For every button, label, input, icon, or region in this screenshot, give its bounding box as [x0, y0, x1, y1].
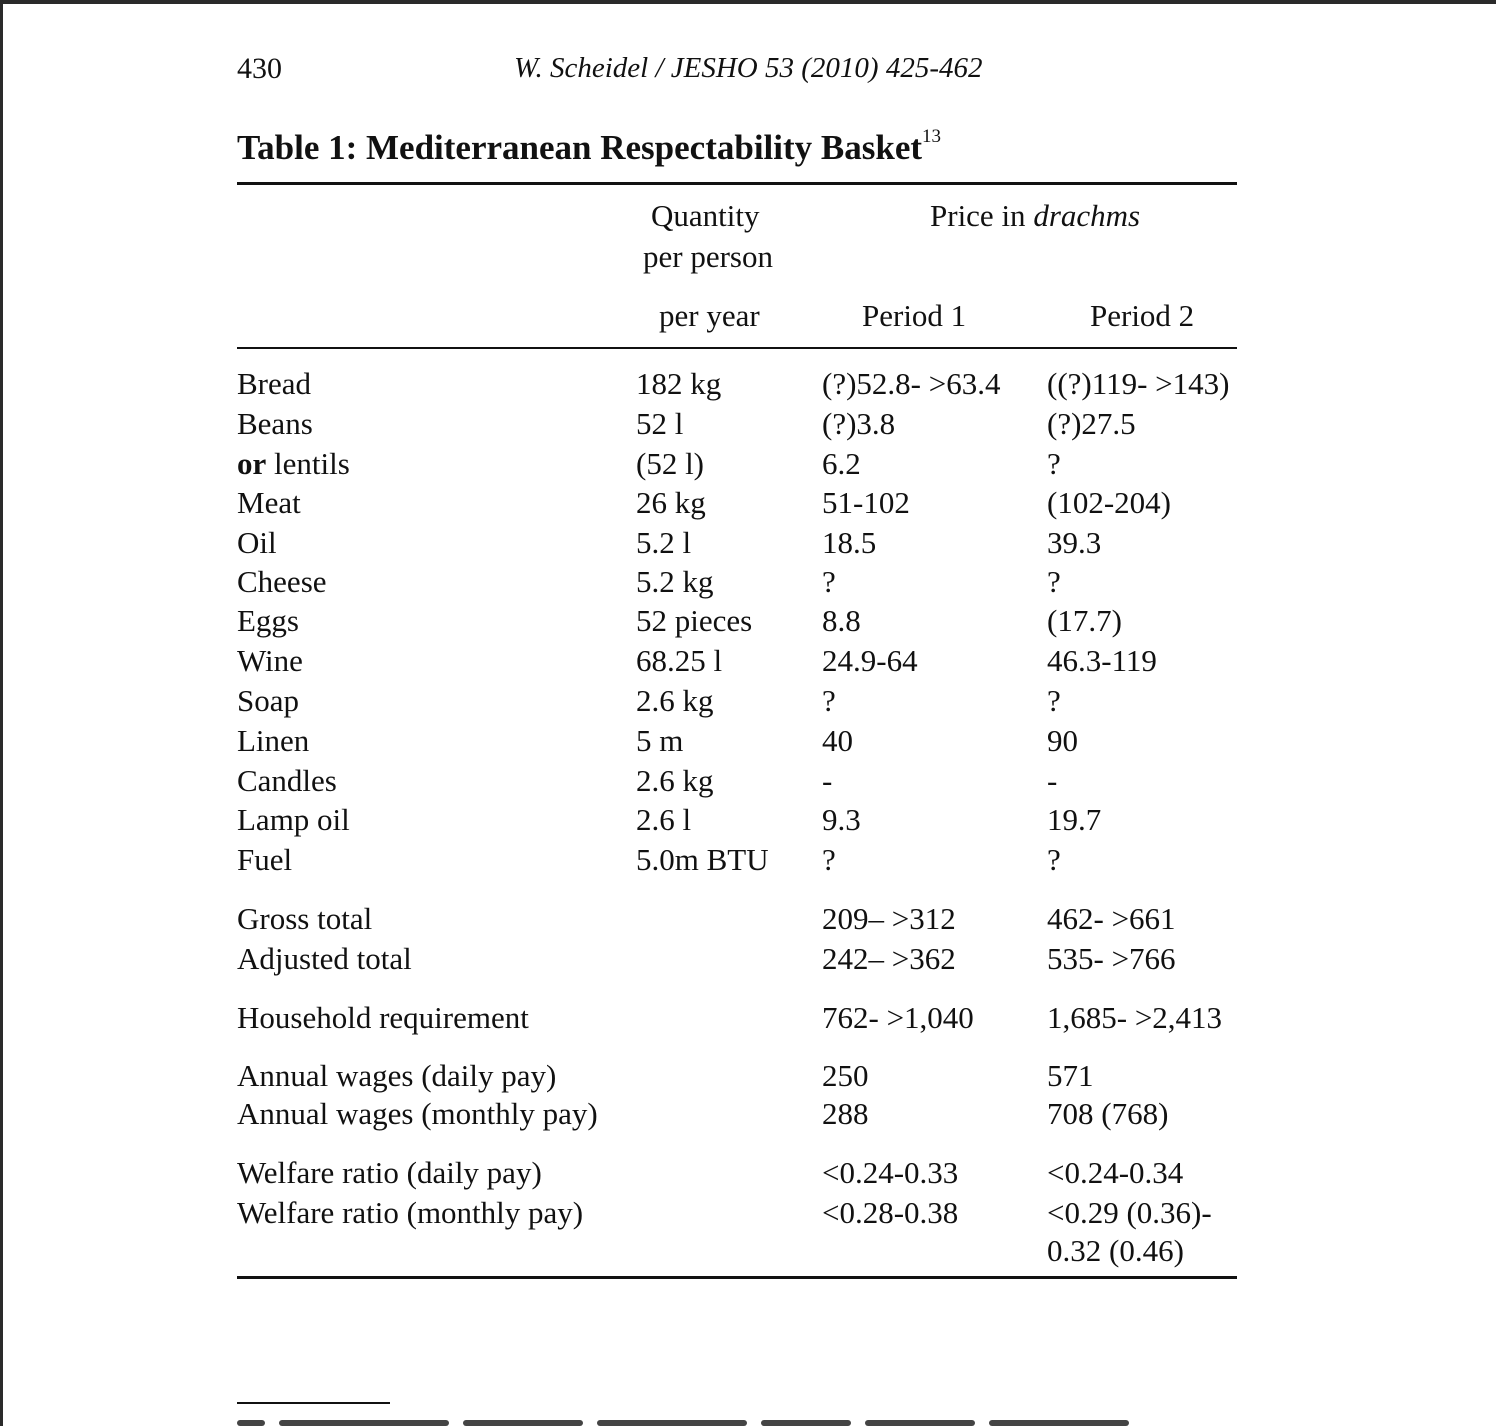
- row-item: Wine: [237, 643, 303, 678]
- row-period-2: (17.7): [1047, 603, 1122, 638]
- row-period-1: ?: [822, 683, 836, 718]
- total-period-2: 1,685- >2,413: [1047, 1000, 1223, 1035]
- header-price-unit: drachms: [1033, 198, 1141, 233]
- row-period-2: (?)27.5: [1047, 406, 1136, 441]
- row-quantity: 182 kg: [636, 366, 722, 401]
- row-quantity: (52 l): [636, 446, 705, 481]
- row-item: Oil: [237, 525, 277, 560]
- row-item: Lamp oil: [237, 802, 350, 837]
- table-top-rule: [237, 182, 1237, 185]
- header-quantity: Quantity: [651, 198, 760, 233]
- running-head: W. Scheidel / JESHO 53 (2010) 425-462: [514, 52, 983, 84]
- row-item: Linen: [237, 723, 310, 758]
- total-period-1: 250: [822, 1058, 869, 1093]
- row-quantity: 2.6 kg: [636, 683, 714, 718]
- row-quantity: 52 l: [636, 406, 684, 441]
- row-item-bold: or: [237, 446, 267, 481]
- row-period-2: ?: [1047, 446, 1061, 481]
- page-left-border: [0, 0, 3, 1426]
- total-period-2: 462- >661: [1047, 901, 1176, 936]
- footnote-marker: 13: [922, 126, 942, 148]
- row-item: Bread: [237, 366, 312, 401]
- header-per-year: per year: [659, 298, 760, 333]
- total-period-1: 242– >362: [822, 941, 956, 976]
- row-quantity: 52 pieces: [636, 603, 753, 638]
- row-period-1: 24.9-64: [822, 643, 918, 678]
- row-period-1: (?)52.8- >63.4: [822, 366, 1001, 401]
- row-quantity: 2.6 kg: [636, 763, 714, 798]
- total-period-1: 762- >1,040: [822, 1000, 974, 1035]
- row-period-2: (102-204): [1047, 485, 1171, 520]
- total-label: Adjusted total: [237, 941, 412, 976]
- row-period-2: ?: [1047, 564, 1061, 599]
- row-period-2: 90: [1047, 723, 1078, 758]
- row-period-2: ?: [1047, 842, 1061, 877]
- total-label: Annual wages (daily pay): [237, 1058, 557, 1093]
- row-quantity: 5.0m BTU: [636, 842, 769, 877]
- page-number: 430: [237, 52, 282, 85]
- header-per-person: per person: [643, 239, 773, 274]
- row-item: [237, 446, 350, 482]
- row-item: Soap: [237, 683, 299, 718]
- total-label: Welfare ratio (monthly pay): [237, 1195, 584, 1230]
- row-item: Eggs: [237, 603, 299, 638]
- row-period-2: 39.3: [1047, 525, 1102, 560]
- row-item: Candles: [237, 763, 337, 798]
- total-period-1: 209– >312: [822, 901, 956, 936]
- total-period-1: <0.28-0.38: [822, 1195, 959, 1230]
- row-period-1: 9.3: [822, 802, 861, 837]
- row-period-1: ?: [822, 564, 836, 599]
- header-rule: [237, 347, 1237, 349]
- row-quantity: 26 kg: [636, 485, 706, 520]
- row-period-1: 40: [822, 723, 853, 758]
- row-period-1: -: [822, 763, 833, 798]
- row-period-2: ((?)119- >143): [1047, 366, 1230, 401]
- header-price: [930, 198, 1140, 234]
- total-label: Welfare ratio (daily pay): [237, 1155, 542, 1190]
- total-period-2: <0.24-0.34: [1047, 1155, 1184, 1190]
- row-period-1: (?)3.8: [822, 406, 896, 441]
- row-period-1: 51-102: [822, 485, 910, 520]
- row-quantity: 2.6 l: [636, 802, 692, 837]
- row-item: Cheese: [237, 564, 327, 599]
- row-period-1: ?: [822, 842, 836, 877]
- row-period-1: 8.8: [822, 603, 861, 638]
- footnote-rule: [237, 1402, 390, 1404]
- row-quantity: 68.25 l: [636, 643, 723, 678]
- row-period-1: 6.2: [822, 446, 861, 481]
- row-item: Fuel: [237, 842, 293, 877]
- footnote-text-cropped: [237, 1412, 1227, 1426]
- row-item: Meat: [237, 485, 301, 520]
- row-item-text: lentils: [266, 446, 350, 481]
- row-period-2: ?: [1047, 683, 1061, 718]
- total-period-2: 571: [1047, 1058, 1094, 1093]
- total-label: Annual wages (monthly pay): [237, 1096, 598, 1131]
- row-period-2: 46.3-119: [1047, 643, 1157, 678]
- table-bottom-rule: [237, 1276, 1237, 1279]
- row-quantity: 5.2 kg: [636, 564, 714, 599]
- total-period-1: <0.24-0.33: [822, 1155, 959, 1190]
- row-quantity: 5.2 l: [636, 525, 692, 560]
- row-item: Beans: [237, 406, 313, 441]
- total-period-2: 535- >766: [1047, 941, 1176, 976]
- header-period-1: Period 1: [862, 298, 967, 333]
- total-label: Household requirement: [237, 1000, 529, 1035]
- total-period-2: <0.29 (0.36)-: [1047, 1195, 1212, 1230]
- total-label: Gross total: [237, 901, 373, 936]
- table-title: [237, 128, 941, 168]
- total-period-2-continued: 0.32 (0.46): [1047, 1233, 1184, 1268]
- total-period-1: 288: [822, 1096, 869, 1131]
- row-period-1: 18.5: [822, 525, 877, 560]
- page-top-border: [0, 0, 1496, 4]
- row-quantity: 5 m: [636, 723, 684, 758]
- header-period-2: Period 2: [1090, 298, 1195, 333]
- header-price-prefix: Price in: [930, 198, 1034, 233]
- table-title-text: Table 1: Mediterranean Respectability Basket: [237, 128, 923, 167]
- row-period-2: 19.7: [1047, 802, 1102, 837]
- total-period-2: 708 (768): [1047, 1096, 1169, 1131]
- row-period-2: -: [1047, 763, 1058, 798]
